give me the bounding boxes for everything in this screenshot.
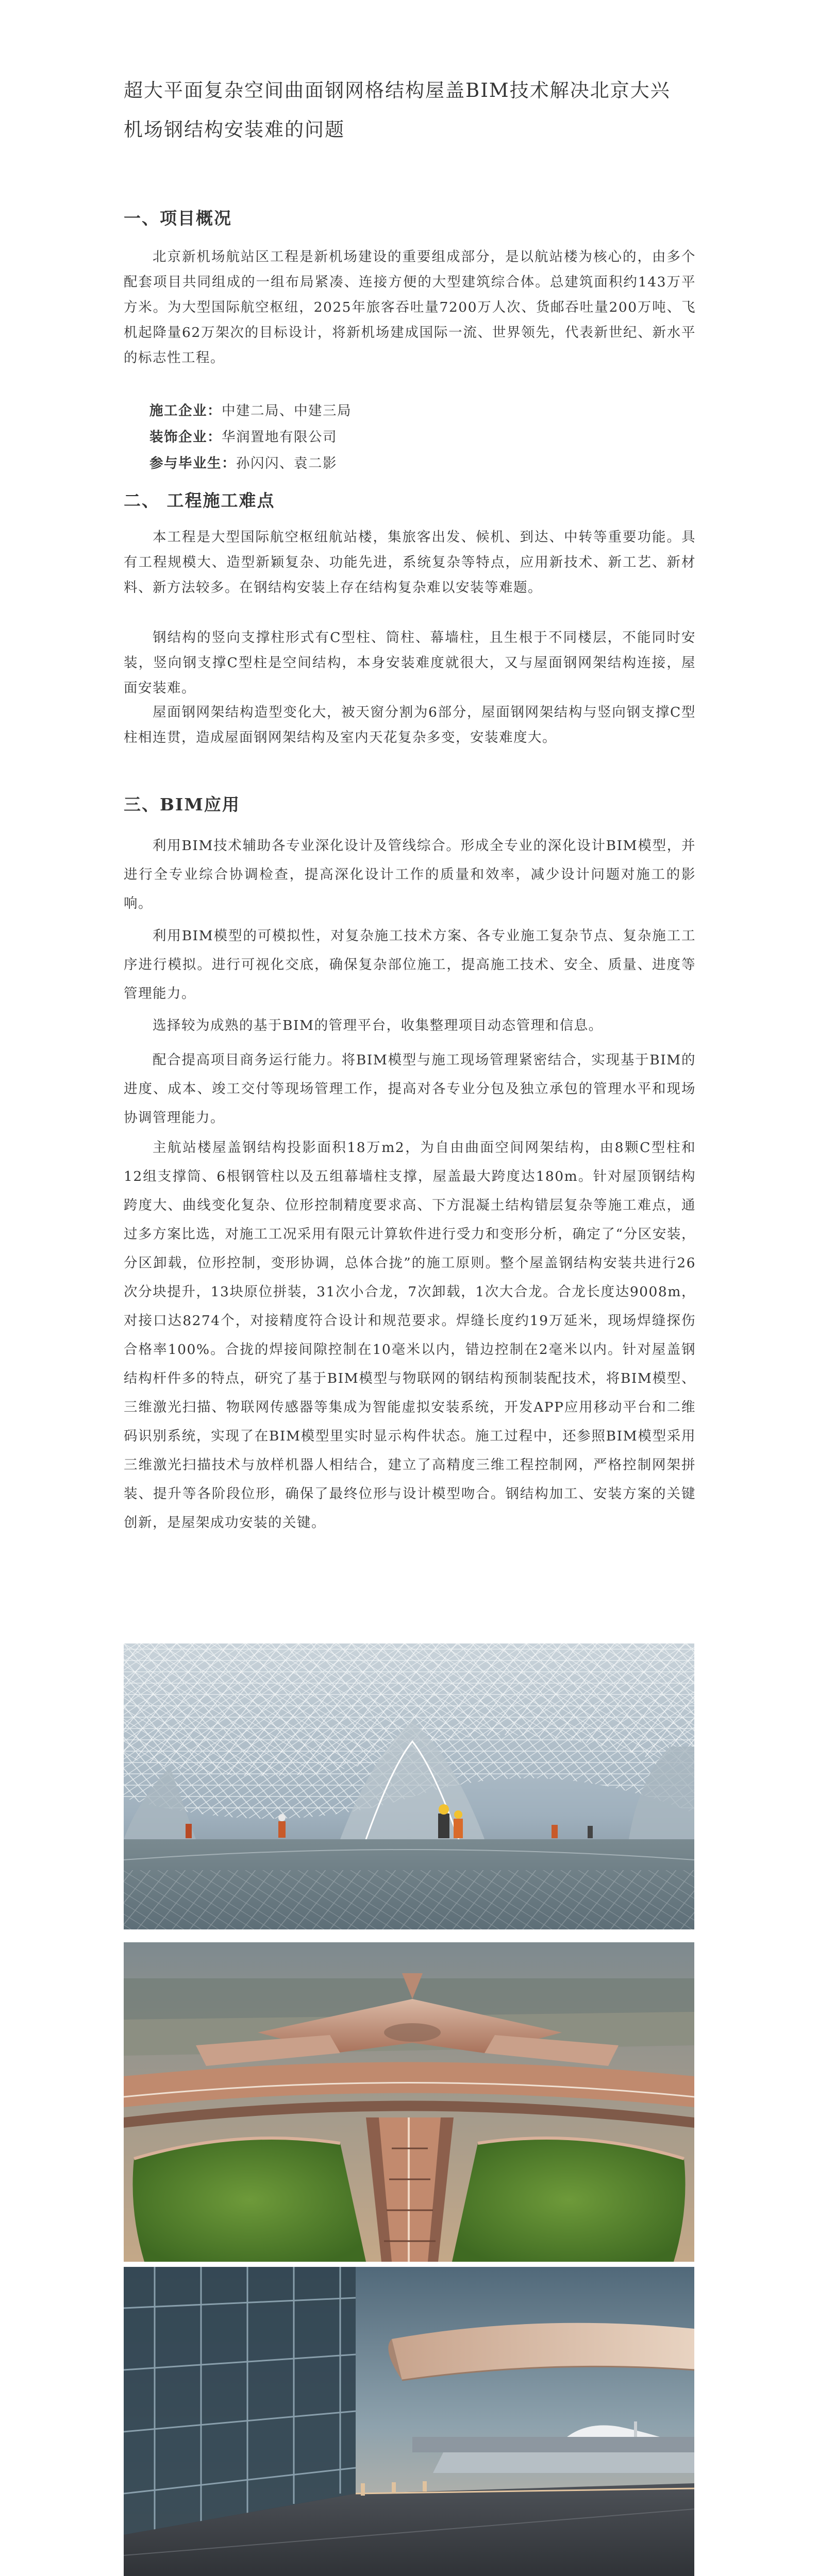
title-line-2: 机场钢结构安装难的问题: [124, 118, 345, 141]
decoration-value: 华润置地有限公司: [222, 429, 337, 445]
graduates-line: [149, 452, 337, 472]
section-3-paragraph-5: 主航站楼屋盖钢结构投影面积18万m2，为自由曲面空间网架结构，由8颗C型柱和12组支撑筒、6根钢管柱以及五组幕墙柱支撑，屋盖最大跨度达180m。针对屋顶钢结构跨度大、曲线变化复杂、位形控制精度要求高、下方混凝土结构错层复杂等施工难点，通过多方案比选，对施工工况采用有限元计算软件进行受力和变形分析，确定了“分区安装，分区卸载，位形控制，变形协调，总体合拢”的施工原则。整个屋盖钢结构安装共进行26次分块提升，13块原位拼装，31次小合龙，7次卸载，1次大合龙。合龙长度达9008m，对接口达8274个，对接精度符合设计和规范要求。焊缝长度约19万延米，现场焊缝探伤合格率100%。合拢的焊接间隙控制在10毫米以内，错边控制在2毫米以内。针对屋盖钢结构杆件多的特点，研究了基于BIM模型与物联网的钢结构预制装配技术，将BIM模型、三维激光扫描、物联网传感器等集成为智能虚拟安装系统，开发APP应用移动平台和二维码识别系统，实现了在BIM模型里实时显示构件状态。施工过程中，还参照BIM模型采用三维激光扫描技术与放样机器人相结合，建立了高精度三维工程控制网，严格控制网架拼装、提升等各阶段位形，确保了最终位形与设计模型吻合。钢结构加工、安装方案的关键创新，是屋架成功安装的关键。: [124, 1140, 696, 1531]
section-3-paragraph-1: 利用BIM技术辅助各专业深化设计及管线综合。形成全专业的深化设计BIM模型，并进行全专业综合协调检查，提高深化设计工作的质量和效率，减少设计问题对施工的影响。: [124, 838, 696, 911]
section-3-paragraph-4: 配合提高项目商务运行能力。将BIM模型与施工现场管理紧密结合，实现基于BIM的进度、成本、竣工交付等现场管理工作，提高对各专业分包及独立承包的管理水平和现场协调管理能力。: [124, 1052, 696, 1126]
section-1-paragraph: 北京新机场航站区工程是新机场建设的重要组成部分，是以航站楼为核心的，由多个配套项目共同组成的一组布局紧凑、连接方便的大型建筑综合体。总建筑面积约143万平方米。为大型国际航空枢纽，2025年旅客吞吐量7200万人次、货邮吞吐量200万吨、飞机起降量62万架次的目标设计，将新机场建成国际一流、世界领先，代表新世纪、新水平的标志性工程。: [124, 249, 696, 366]
section-2-paragraph-1: 本工程是大型国际航空枢纽航站楼，集旅客出发、候机、到达、中转等重要功能。具有工程规模大、造型新颖复杂、功能先进，系统复杂等特点，应用新技术、新工艺、新材料、新方法较多。在钢结构安装上存在结构复杂难以安装等难题。: [124, 529, 696, 596]
graduates-value: 孙闪闪、袁二影: [236, 455, 337, 471]
section-3-paragraph-3: 选择较为成熟的基于BIM的管理平台，收集整理项目动态管理和信息。: [153, 1018, 603, 1033]
terminal-interior-photo: [124, 2267, 694, 2576]
steel-grid-construction-photo: [124, 1643, 694, 1929]
title-line-1: 超大平面复杂空间曲面钢网格结构屋盖BIM技术解决北京大兴: [124, 79, 671, 101]
decoration-company-line: [149, 426, 337, 446]
decoration-label: 装饰企业：: [149, 429, 222, 445]
construction-label: 施工企业：: [149, 403, 222, 419]
section-3-paragraph-2: 利用BIM模型的可模拟性，对复杂施工技术方案、各专业施工复杂节点、复杂施工工序进行模拟。进行可视化交底，确保复杂部位施工，提高施工技术、安全、质量、进度等管理能力。: [124, 928, 696, 1002]
section-2-paragraph-2: 钢结构的竖向支撑柱形式有C型柱、筒柱、幕墙柱，且生根于不同楼层，不能同时安装，竖向钢支撑C型柱是空间结构，本身安装难度就很大，又与屋面钢网架结构连接，屋面安装难。: [124, 630, 696, 696]
section-1-heading: 一、项目概况: [124, 208, 232, 228]
graduates-label: 参与毕业生：: [149, 455, 236, 471]
aerial-terminal-photo: [124, 1942, 694, 2262]
construction-value: 中建二局、中建三局: [222, 403, 352, 419]
section-2-paragraph-3: 屋面钢网架结构造型变化大，被天窗分割为6部分，屋面钢网架结构与竖向钢支撑C型柱相连贯，造成屋面钢网架结构及室内天花复杂多变，安装难度大。: [124, 704, 696, 745]
construction-company-line: [149, 399, 352, 419]
section-2-heading: 二、 工程施工难点: [124, 490, 275, 511]
document-title: [124, 71, 696, 149]
section-3-heading: 三、BIM应用: [124, 794, 240, 815]
